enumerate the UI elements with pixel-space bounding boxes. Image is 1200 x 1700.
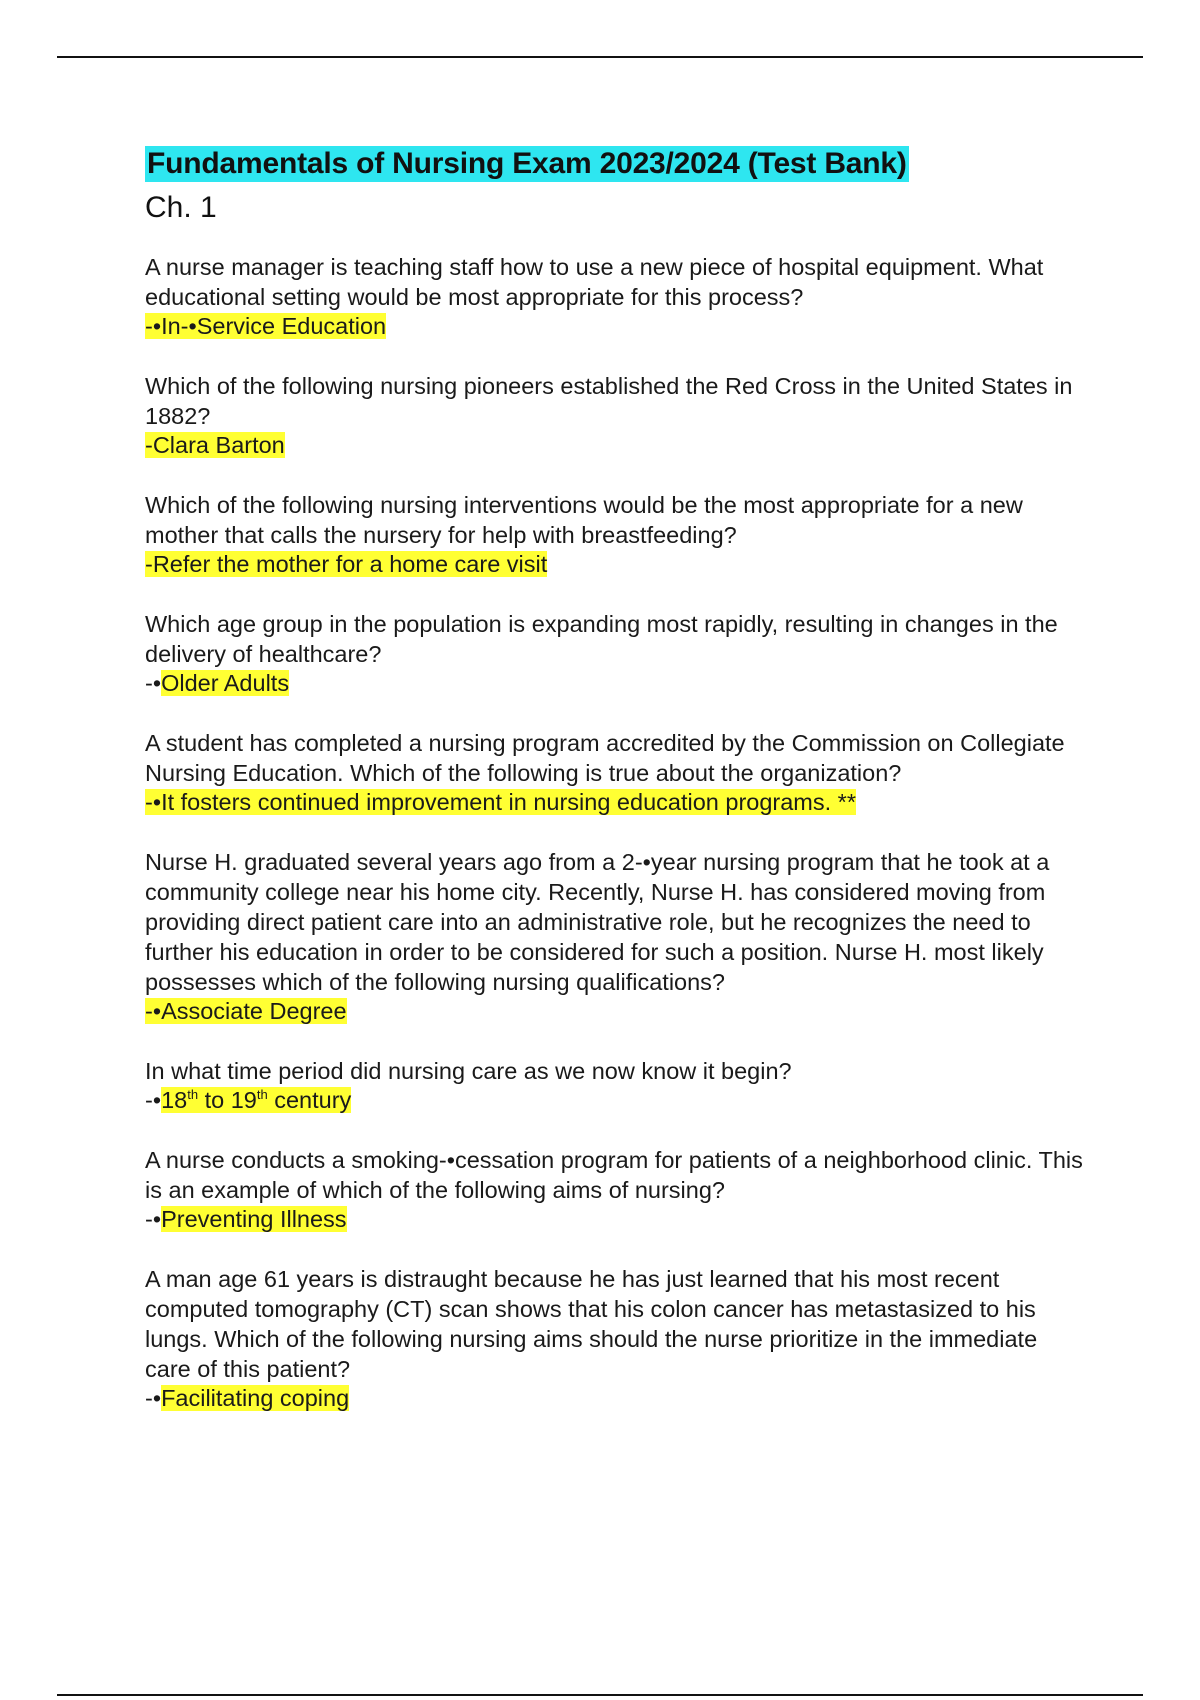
document-title: Fundamentals of Nursing Exam 2023/2024 (Test Bank) — [147, 147, 907, 180]
qa-item — [145, 728, 1085, 817]
qa-item — [145, 371, 1085, 460]
question-text: Which of the following nursing interventions would be the most appropriate for a new mother that calls the nursery for help with breastfeeding? — [145, 492, 1023, 548]
bottom-rule — [57, 1694, 1143, 1696]
answer-line — [145, 997, 1085, 1026]
question-text: A nurse conducts a smoking-•cessation program for patients of a neighborhood clinic. This is an example of which of the following aims of nursing? — [145, 1147, 1083, 1203]
document-body — [145, 146, 1085, 1443]
ordinal-suffix: th — [256, 1087, 268, 1103]
answer-line — [145, 312, 1085, 341]
answer-prefix: -• — [145, 670, 162, 696]
answer-text: Associate Degree — [161, 998, 347, 1024]
question-text: A nurse manager is teaching staff how to use a new piece of hospital equipment. What educational setting would be most appropriate for this process? — [145, 254, 1044, 310]
answer-number-start: 18 — [161, 1087, 188, 1113]
answer-prefix: -• — [145, 1385, 162, 1411]
question-text: Which of the following nursing pioneers established the Red Cross in the United States in 1882? — [145, 373, 1073, 429]
answer-line — [145, 669, 1085, 698]
answer-line — [145, 550, 1085, 579]
answer-prefix: -• — [145, 998, 162, 1024]
answer-text: Facilitating coping — [161, 1385, 350, 1411]
question-text: A man age 61 years is distraught because he has just learned that his most recent computed tomography (CT) scan shows that his colon cancer has metastasized to his lungs. Which of the following nursing aims should the nurse prioritize in the immediate care of this patient? — [145, 1266, 1038, 1382]
answer-prefix: - — [145, 551, 153, 577]
answer-text: Older Adults — [161, 670, 290, 696]
answer-text — [161, 1087, 351, 1113]
question-text: Which age group in the population is expanding most rapidly, resulting in changes in the delivery of healthcare? — [145, 611, 1058, 667]
answer-prefix: -• — [145, 1087, 162, 1113]
qa-item — [145, 1145, 1085, 1234]
question-text: Nurse H. graduated several years ago from a 2-•year nursing program that he took at a community college near his home city. Recently, Nurse H. has considered moving from providing direct patient care into an administrative role, but he recognizes the need to further his education in order to be considered for such a position. Nurse H. most likely possesses which of the following nursing qualifications? — [145, 849, 1050, 995]
answer-prefix: - — [145, 432, 153, 458]
answer-text: Refer the mother for a home care visit — [152, 551, 548, 577]
answer-text: Clara Barton — [152, 432, 285, 458]
answer-line — [145, 1384, 1085, 1413]
answer-text: Preventing Illness — [161, 1206, 347, 1232]
answer-number-end: to 19 — [198, 1087, 257, 1113]
question-text: A student has completed a nursing program accredited by the Commission on Collegiate Nursing Education. Which of the following is true about the organization? — [145, 730, 1065, 786]
qa-item — [145, 490, 1085, 579]
answer-line — [145, 788, 1085, 817]
answer-line — [145, 1086, 1085, 1115]
qa-list — [145, 252, 1085, 1413]
ordinal-suffix: th — [187, 1087, 199, 1103]
answer-text: It fosters continued improvement in nursing education programs. ** — [161, 789, 856, 815]
qa-item — [145, 847, 1085, 1026]
qa-item — [145, 1056, 1085, 1115]
answer-line — [145, 431, 1085, 460]
answer-tail: century — [267, 1087, 352, 1113]
answer-prefix: -• — [145, 789, 162, 815]
answer-text: In-•Service Education — [161, 313, 387, 339]
answer-line — [145, 1205, 1085, 1234]
chapter-heading: Ch. 1 — [145, 191, 217, 224]
answer-prefix: -• — [145, 313, 162, 339]
qa-item — [145, 1264, 1085, 1413]
top-rule — [57, 56, 1143, 58]
qa-item — [145, 609, 1085, 698]
qa-item — [145, 252, 1085, 341]
question-text: In what time period did nursing care as we now know it begin? — [145, 1058, 792, 1084]
answer-prefix: -• — [145, 1206, 162, 1232]
